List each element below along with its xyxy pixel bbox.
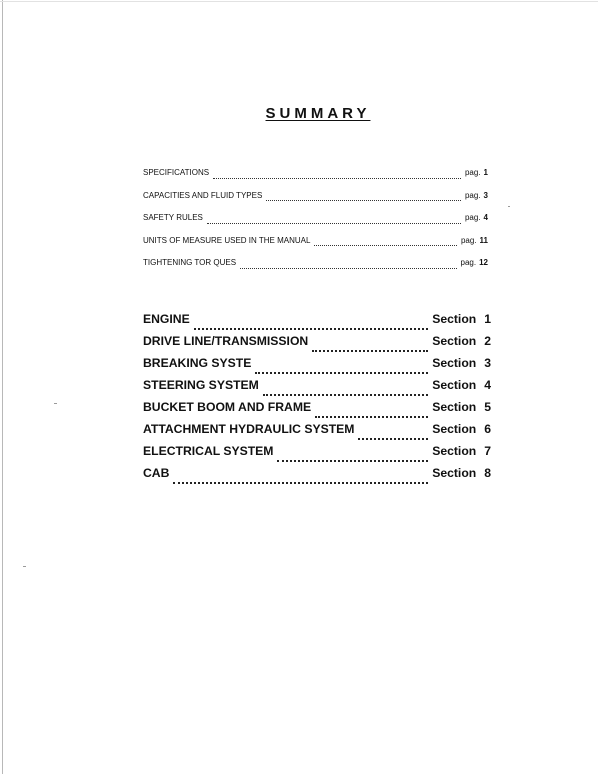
dot-leader xyxy=(277,460,428,462)
summary-title: SUMMARY xyxy=(265,105,371,122)
entry-label: SPECIFICATIONS xyxy=(143,168,210,177)
section-number: Section 8 xyxy=(432,466,491,480)
dot-leader xyxy=(213,178,461,179)
dot-leader xyxy=(314,245,457,246)
dot-leader xyxy=(312,350,428,352)
section-label: BREAKING SYSTE xyxy=(143,356,252,370)
dot-leader xyxy=(263,394,428,396)
dot-leader xyxy=(266,200,461,201)
sections-list xyxy=(143,311,491,487)
dot-leader xyxy=(207,223,461,224)
section-label: BUCKET BOOM AND FRAME xyxy=(143,400,312,414)
section-number: Section 1 xyxy=(432,312,491,326)
dot-leader xyxy=(173,482,428,484)
contents-entry-capacities[interactable] xyxy=(143,190,488,213)
dot-leader xyxy=(255,372,428,374)
entry-page: pag. 4 xyxy=(464,213,488,222)
contents-entry-tightening-torques[interactable] xyxy=(143,257,488,280)
section-entry-bucket-boom[interactable] xyxy=(143,399,491,421)
section-label: ENGINE xyxy=(143,312,190,326)
section-label: STEERING SYSTEM xyxy=(143,378,259,392)
scan-speck xyxy=(54,403,57,404)
entry-page: pag. 3 xyxy=(464,190,488,200)
section-number: Section 4 xyxy=(432,378,491,392)
section-entry-drive-line[interactable] xyxy=(143,333,491,355)
section-number: Section 2 xyxy=(432,334,491,348)
entry-label: SAFETY RULES xyxy=(143,213,203,222)
section-entry-cab[interactable] xyxy=(143,465,491,487)
entry-label: TIGHTENING TOR QUES xyxy=(143,258,237,267)
general-contents-list xyxy=(143,167,488,280)
dot-leader xyxy=(358,438,428,440)
section-number: Section 5 xyxy=(432,400,491,414)
section-entry-electrical-system[interactable] xyxy=(143,443,491,465)
section-entry-engine[interactable] xyxy=(143,311,491,333)
dot-leader xyxy=(194,328,428,330)
scan-speck xyxy=(23,566,26,567)
section-number: Section 3 xyxy=(432,356,491,370)
entry-page: pag. 12 xyxy=(460,258,488,267)
page-top-edge xyxy=(0,1,598,2)
section-entry-attachment-hydraulic[interactable] xyxy=(143,421,491,443)
section-label: ELECTRICAL SYSTEM xyxy=(143,444,274,458)
entry-page: pag. 1 xyxy=(464,168,488,177)
scan-speck xyxy=(508,206,510,207)
entry-label: UNITS OF MEASURE USED IN THE MANUAL xyxy=(143,235,311,245)
entry-label: CAPACITIES AND FLUID TYPES xyxy=(143,190,263,200)
contents-entry-specifications[interactable] xyxy=(143,167,488,190)
entry-page: pag. 11 xyxy=(460,235,488,245)
section-label: ATTACHMENT HYDRAULIC SYSTEM xyxy=(143,422,355,436)
section-label: CAB xyxy=(143,466,170,480)
section-number: Section 6 xyxy=(432,422,491,436)
section-entry-steering-system[interactable] xyxy=(143,377,491,399)
section-entry-breaking-system[interactable] xyxy=(143,355,491,377)
dot-leader xyxy=(240,268,456,269)
section-label: DRIVE LINE/TRANSMISSION xyxy=(143,334,309,348)
section-number: Section 7 xyxy=(432,444,491,458)
contents-entry-units[interactable] xyxy=(143,235,488,258)
contents-entry-safety-rules[interactable] xyxy=(143,212,488,235)
dot-leader xyxy=(315,416,428,418)
